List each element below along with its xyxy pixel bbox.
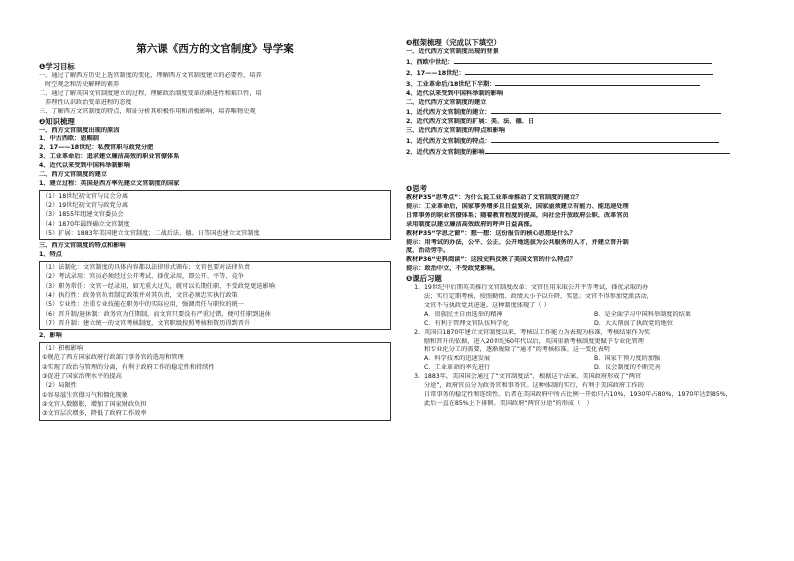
question-line bbox=[406, 302, 766, 311]
think-line: 提示：用考试的办法，公平、公正、公开地选拔为公共服务的人才，并建立晋升制 bbox=[406, 238, 629, 246]
framework-text: 三、近代西方文官制度的特点和影响 bbox=[406, 127, 505, 135]
question-text: 1883年，美国国会通过了“文官制度法”，根据这个法案，美国政府形成了“两官 bbox=[424, 373, 642, 381]
fill-in-blank[interactable] bbox=[495, 79, 700, 86]
framework-text: 2、17——18世纪： bbox=[406, 69, 465, 77]
framework-text: 2、近代西方文官制度的扩展：美、法、德、日 bbox=[406, 118, 535, 126]
goals-heading: ❶学习目标 bbox=[39, 62, 75, 71]
question bbox=[406, 329, 766, 374]
fill-in-blank[interactable] bbox=[491, 107, 721, 114]
question-text: 英国自1870年建立文官制度以来，考核以工作能力为表现为标准，考核结果作为奖 bbox=[424, 328, 651, 336]
think-line: 提示：工业革命后，国家事务增多且日益复杂，国家亟须建立有能力、能迅速处理 bbox=[406, 202, 629, 210]
knowledge-outline bbox=[39, 127, 391, 421]
answer-option[interactable]: D．大大削弱了执政党的地位 bbox=[594, 319, 674, 327]
option-row bbox=[406, 311, 766, 320]
impact-box bbox=[39, 342, 391, 420]
framework-line bbox=[406, 79, 766, 90]
box-line: （3）1855年组建文官委员会 bbox=[42, 211, 124, 219]
exercise-heading: ❺课后习题 bbox=[406, 274, 442, 284]
question-text: 法；实行定期考核，按照勤惰、政绩大小予以升降，奖惩；文官不得参加党派活动， bbox=[424, 293, 653, 301]
question-line bbox=[406, 400, 766, 409]
box-line: （4）执行性：政务官负责制定政策并对其负责，文官必须忠实执行政策 bbox=[42, 292, 238, 300]
framework-line bbox=[406, 136, 766, 147]
framework-text: 4、近代以来受到中国科举制的影响 bbox=[406, 89, 504, 97]
goal-line: 养理性认识政治变革进程的态度 bbox=[45, 98, 132, 106]
outline-line: 1、建立过程：英国是西方率先建立文官制度的国家 bbox=[39, 179, 180, 187]
question-line bbox=[406, 346, 766, 355]
question-number: 3. bbox=[414, 373, 420, 381]
question-text: 分途”，政府官员分为政务官和事务官。这种体制的实行，有利于美国政府工作的 bbox=[424, 382, 644, 390]
question-text: 日常事务的稳定性和连续性。后者在美国政府中所占比例一开始只占10%，1930年占80%，1970年达到85%， bbox=[424, 391, 732, 398]
box-line: ③文官层次增多，降低了政府工作效率 bbox=[42, 410, 147, 418]
question-number: 1. bbox=[414, 284, 420, 292]
box-line: （3）职务常任：文官一经录用，如无重大过失，就可以长期任职，不受政党更迭影响 bbox=[42, 282, 275, 290]
question-line bbox=[406, 391, 766, 400]
question-text: 励和晋升的依据，进入20世纪60年代以后，英国重新考核制度更赋予专业化管理 bbox=[424, 337, 644, 345]
box-line: （2）考试录用：官员必须经过公开考试，择优录用，即公开、平等、竞争 bbox=[42, 273, 244, 281]
outline-line: 1、中古西欧：恩赐制 bbox=[39, 135, 99, 143]
think-line: 录用制度以建立廉洁高效政府的呼声日益高涨。 bbox=[406, 220, 536, 228]
question-text: 19世纪中后期英美推行文官制度改革：文官任用采取公开平等考试，择优录取的办 bbox=[424, 284, 649, 292]
framework-line bbox=[406, 48, 766, 57]
goal-line: 一、通过了解西方历史上选官制度的变化，理解西方文官制度建立的必要性，培养 bbox=[39, 72, 262, 79]
fill-in-blank[interactable] bbox=[485, 147, 730, 154]
answer-option[interactable]: C．工业革命的率先进行 bbox=[424, 364, 491, 372]
box-line: （7）晋升制：建立统一的文官考核制度，文官职级按照考核和资历得到晋升 bbox=[42, 319, 251, 327]
box-line: ①规范了西方国家政府行政部门事务官的选用和管理 bbox=[42, 354, 184, 362]
box-line: （1）法制化：文官制度的具体内容都以法律形式颁布；文官也要对法律负责 bbox=[42, 264, 251, 272]
question-line bbox=[406, 338, 766, 347]
answer-option[interactable]: C．有利于管理文官队伍科学化 bbox=[424, 319, 509, 327]
think-line: 日常事务的职业官僚体系；随着教育程度的提高，向社会开放政府公职、改革官员 bbox=[406, 211, 629, 219]
knowledge-heading: ❷知识梳理 bbox=[39, 116, 75, 126]
think-line: 教材P35“学思之窗”：想一想：这份报告的核心思想是什么？ bbox=[406, 229, 576, 237]
box-line: ②实现了政治与管理的分离，有利于政府工作的稳定性和持续性 bbox=[42, 363, 215, 371]
question-line bbox=[406, 382, 766, 391]
fill-in-blank[interactable] bbox=[454, 57, 712, 64]
box-line: ②文官人数膨胀，增加了国家财政负担 bbox=[42, 400, 147, 408]
outline-line: 2、17——18世纪：私授官职与政党分肥 bbox=[39, 144, 154, 152]
question bbox=[406, 373, 766, 409]
think-line: 度，治动旁手。 bbox=[406, 247, 450, 255]
answer-option[interactable]: A．科学技术的迅速发展 bbox=[424, 355, 491, 363]
framework-text: 1、近代西方文官制度的建立： bbox=[406, 109, 491, 117]
outline-line: 2、影响 bbox=[39, 332, 62, 340]
outline-line: 1、特点 bbox=[39, 251, 62, 259]
features-box bbox=[39, 261, 391, 330]
framework-text: 1、西欧中世纪： bbox=[406, 58, 454, 66]
box-line: （4）1870年最终确立文官制度 bbox=[42, 220, 130, 228]
framework-line bbox=[406, 118, 766, 127]
outline-line: 3、工业革命后：追求建立廉洁高效的职业官僚体系 bbox=[39, 153, 180, 161]
left-column bbox=[39, 0, 391, 423]
fill-in-blank[interactable] bbox=[465, 68, 713, 75]
option-row bbox=[406, 320, 766, 329]
framework-line bbox=[406, 107, 766, 118]
framework-line bbox=[406, 68, 766, 79]
outline-line: 一、西方文官制度出现的原因 bbox=[39, 126, 120, 134]
answer-option[interactable]: D．议会制度的不断完善 bbox=[594, 364, 661, 372]
framework-text: 2、近代西方文官制度的影响 bbox=[406, 149, 485, 157]
box-line: （5）扩展：1883年美国建立文官制度；二战后法、德、日等国也建立文官制度 bbox=[42, 230, 260, 238]
question-number: 2. bbox=[414, 328, 420, 336]
box-line: （2）19世纪初文官与政党分离 bbox=[42, 202, 129, 210]
goal-line: 时空观念和历史解释的素养 bbox=[45, 80, 120, 88]
question-line bbox=[406, 329, 766, 338]
box-line: （6）晋升制/退休制：政务官为任期制，而文官只要没有严重过错，便可任职到退休 bbox=[42, 310, 271, 318]
right-column bbox=[406, 38, 766, 409]
framework-text: 3、工业革命后/18世纪下半期： bbox=[406, 80, 496, 88]
option-row bbox=[406, 355, 766, 364]
think-list bbox=[406, 194, 766, 274]
box-line: （1）18世纪初文官与议会分离 bbox=[42, 192, 129, 200]
question-line bbox=[406, 284, 766, 293]
exercise-list bbox=[406, 284, 766, 409]
box-line: （2）局限性 bbox=[42, 382, 77, 390]
box-line: ③促进了国家治理水平的提高 bbox=[42, 373, 122, 381]
framework-list bbox=[406, 48, 766, 158]
question bbox=[406, 284, 766, 329]
question-text: 文官不与执政党共进退。这种制度体现了（ ） bbox=[424, 301, 550, 309]
framework-heading: ❸框架梳理（完成以下填空） bbox=[406, 38, 501, 47]
think-line: 提示：政治中立，不受政党影响。 bbox=[406, 265, 499, 273]
page-title: 第六课《西方的文官制度》导学案 bbox=[136, 43, 294, 55]
question-line bbox=[406, 373, 766, 382]
outline-line: 4、近代以来受到中国科举制影响 bbox=[39, 162, 130, 170]
framework-line bbox=[406, 57, 766, 68]
think-heading: ❹思考 bbox=[406, 183, 428, 193]
framework-text: 一、近代西方文官制度出现的背景 bbox=[406, 48, 499, 55]
framework-line bbox=[406, 127, 766, 136]
box-line: （5）专业性：注重专业技能在职务中的实际应用，强调责任与职位的统一 bbox=[42, 301, 244, 309]
answer-option[interactable]: B．是全面学习中国科举制度的结果 bbox=[594, 310, 692, 318]
fill-in-blank[interactable] bbox=[491, 136, 719, 143]
framework-text: 二、近代西方文官制度的建立 bbox=[406, 98, 487, 106]
question-text: 和专业化分工的需要，逐渐废除了“通才”的考核标准。这一变化表明 bbox=[424, 346, 610, 354]
framework-line bbox=[406, 99, 766, 108]
think-line: 教材P35“思考点”：为什么说工业革命推动了文官制度的建立？ bbox=[406, 193, 582, 201]
answer-option[interactable]: A．贵族民主自由选举的精神 bbox=[424, 310, 503, 318]
framework-text: 1、近代西方文官制度的特点： bbox=[406, 138, 491, 146]
box-line: （1）积极影响 bbox=[42, 345, 84, 353]
outline-line: 二、西方文官制度的建立 bbox=[39, 171, 108, 179]
answer-option[interactable]: B．国家干预力度的加强 bbox=[594, 355, 661, 363]
option-row bbox=[406, 364, 766, 373]
framework-line bbox=[406, 90, 766, 99]
goal-line: 二、通过了解英国文官制度建立的过程，理解政治制度变革的渐进性和艰巨性，培 bbox=[39, 89, 262, 97]
outline-line: 三、西方文官制度的特点和影响 bbox=[39, 242, 126, 250]
question-line bbox=[406, 293, 766, 302]
establishment-box bbox=[39, 190, 391, 240]
goal-line: 三、了解西方文官制度的特点，辩证分析其积极作用和消极影响，培养唯物史观 bbox=[39, 107, 256, 115]
goals-list bbox=[39, 72, 391, 117]
question-text: 此后一直在85%上下徘徊。美国政府“两官分途”的形成（ ） bbox=[424, 399, 593, 407]
think-line: 教材P36“史料阅读”：这段史料反映了美国文官的什么特点？ bbox=[406, 256, 576, 264]
framework-line bbox=[406, 147, 766, 158]
box-line: ①容易滋生官僚习气和僵化现象 bbox=[42, 391, 128, 399]
